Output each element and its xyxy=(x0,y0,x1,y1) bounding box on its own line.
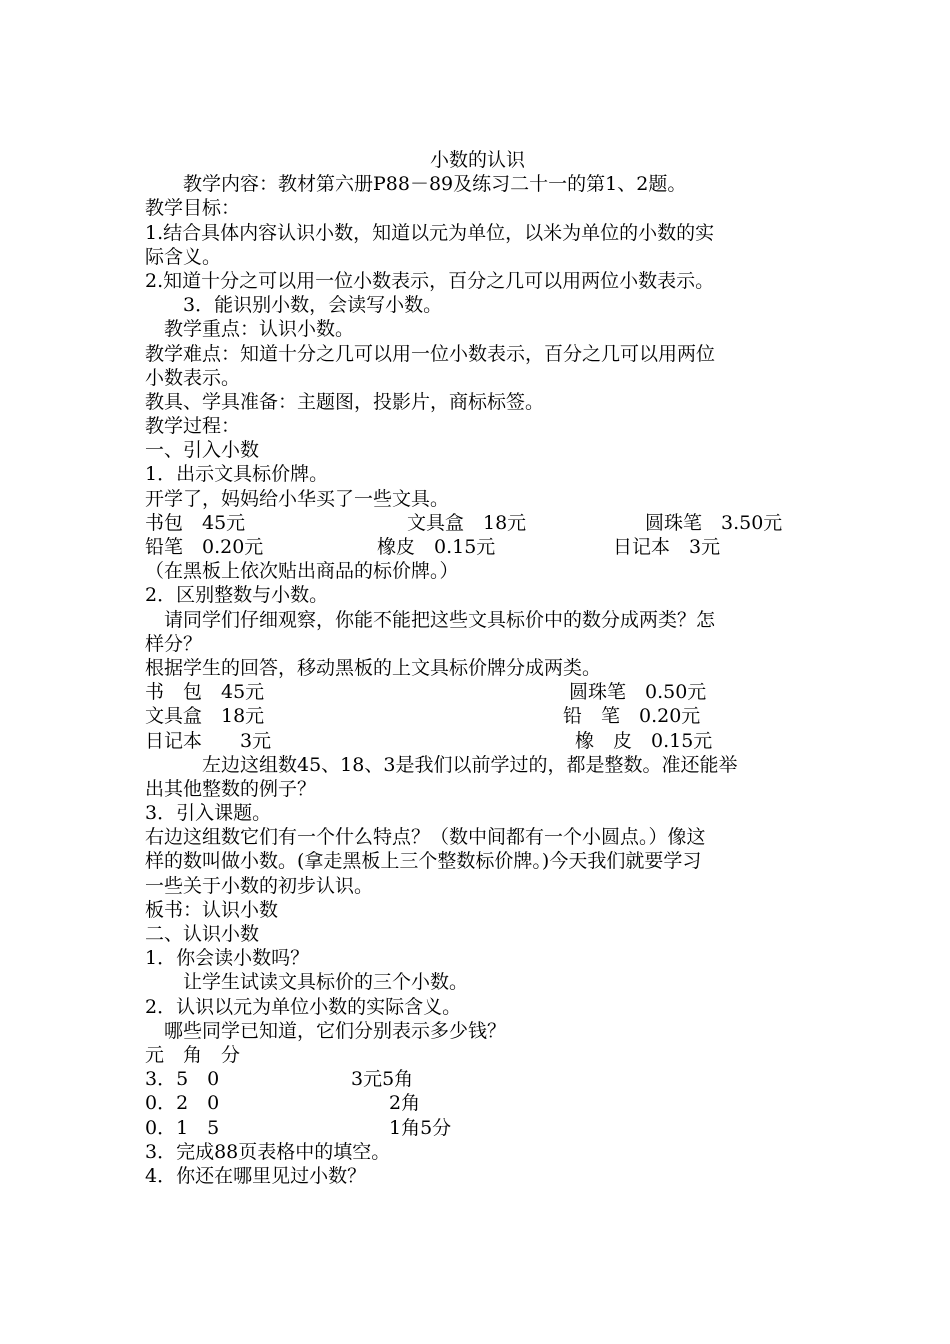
text-line: 请同学们仔细观察，你能不能把这些文具标价中的数分成两类？怎 xyxy=(145,608,716,631)
price-item: 圆珠笔 3.50元 xyxy=(645,511,783,534)
text-line: 右边这组数它们有一个什么特点？（数中间都有一个小圆点。）像这 xyxy=(145,826,706,849)
price-item: 日记本 3元 xyxy=(613,536,721,558)
price-item: 铅笔 0.20元 xyxy=(145,536,264,558)
price-row xyxy=(145,535,810,559)
text-line: （在黑板上依次贴出商品的标价牌。） xyxy=(145,560,459,583)
decimal-digits: 0．2 0 xyxy=(145,1092,220,1115)
text-line: 教学过程： xyxy=(145,415,241,438)
integer-price: 书 包 45元 xyxy=(145,681,265,704)
page-title: 小数的认识 xyxy=(429,149,525,171)
text-line: 元 角 分 xyxy=(145,1043,241,1066)
money-meaning: 1角5分 xyxy=(389,1116,452,1139)
decimal-price: 铅 笔 0.20元 xyxy=(563,705,701,728)
text-line: 一、引入小数 xyxy=(145,439,260,462)
price-item: 橡皮 0.15元 xyxy=(377,536,496,558)
text-line: 板书：认识小数 xyxy=(145,898,279,921)
money-meaning: 3元5角 xyxy=(351,1068,414,1091)
money-row xyxy=(145,1091,810,1115)
text-line: 教学难点：知道十分之几可以用一位小数表示，百分之几可以用两位 xyxy=(145,342,716,365)
text-line: 哪些同学已知道，它们分别表示多少钱？ xyxy=(145,1019,507,1042)
money-meaning: 2角 xyxy=(389,1092,421,1115)
decimal-price: 橡 皮 0.15元 xyxy=(575,729,713,752)
text-line: 3．完成88页表格中的填空。 xyxy=(145,1140,391,1163)
text-line: 根据学生的回答，移动黑板的上文具标价牌分成两类。 xyxy=(145,656,602,679)
text-line: 二、认识小数 xyxy=(145,923,260,945)
decimal-digits: 0．1 5 xyxy=(145,1116,220,1139)
text-line: 让学生试读文具标价的三个小数。 xyxy=(145,971,469,994)
decimal-price: 圆珠笔 0.50元 xyxy=(569,681,707,704)
price-row xyxy=(145,511,810,535)
text-line: 3．能识别小数，会读写小数。 xyxy=(145,294,443,317)
text-line: 一些关于小数的初步认识。 xyxy=(145,874,374,897)
text-line: 教学目标： xyxy=(145,197,241,220)
text-line: 开学了，妈妈给小华买了一些文具。 xyxy=(145,487,450,510)
text-line: 出其他整数的例子？ xyxy=(145,777,317,800)
integer-price: 日记本 3元 xyxy=(145,729,272,752)
text-line: 教学重点：认识小数。 xyxy=(145,318,355,341)
price-item: 书包 45元 xyxy=(145,511,246,534)
text-line: 1．你会读小数吗？ xyxy=(145,947,310,970)
price-item: 文具盒 18元 xyxy=(407,511,527,534)
text-line: 2．认识以元为单位小数的实际含义。 xyxy=(145,995,462,1018)
text-line: 1．出示文具标价牌。 xyxy=(145,463,329,486)
class-row xyxy=(145,729,810,753)
text-line: 样分？ xyxy=(145,632,203,655)
integer-price: 文具盒 18元 xyxy=(145,705,265,728)
text-line: 际含义。 xyxy=(145,245,222,268)
text-line: 教具、学具准备：主题图，投影片，商标标签。 xyxy=(145,390,545,413)
text-line: 左边这组数45、18、3是我们以前学过的，都是整数。准还能举 xyxy=(145,753,738,776)
decimal-digits: 3．5 0 xyxy=(145,1068,220,1091)
document-body xyxy=(145,148,810,1188)
text-line: 2.知道十分之可以用一位小数表示，百分之几可以用两位小数表示。 xyxy=(145,269,715,292)
money-row xyxy=(145,1116,810,1140)
text-line: 教学内容：教材第六册P88－89及练习二十一的第1、2题。 xyxy=(145,173,687,196)
text-line: 3．引入课题。 xyxy=(145,802,272,825)
text-line: 4．你还在哪里见过小数？ xyxy=(145,1164,367,1187)
text-line: 样的数叫做小数。(拿走黑板上三个整数标价牌。)今天我们就要学习 xyxy=(145,850,702,873)
class-row xyxy=(145,704,810,728)
text-line: 2．区别整数与小数。 xyxy=(145,584,329,607)
text-line: 1.结合具体内容认识小数，知道以元为单位，以米为单位的小数的实 xyxy=(145,221,715,244)
money-row xyxy=(145,1067,810,1091)
class-row xyxy=(145,680,810,704)
text-line: 小数表示。 xyxy=(145,366,241,389)
